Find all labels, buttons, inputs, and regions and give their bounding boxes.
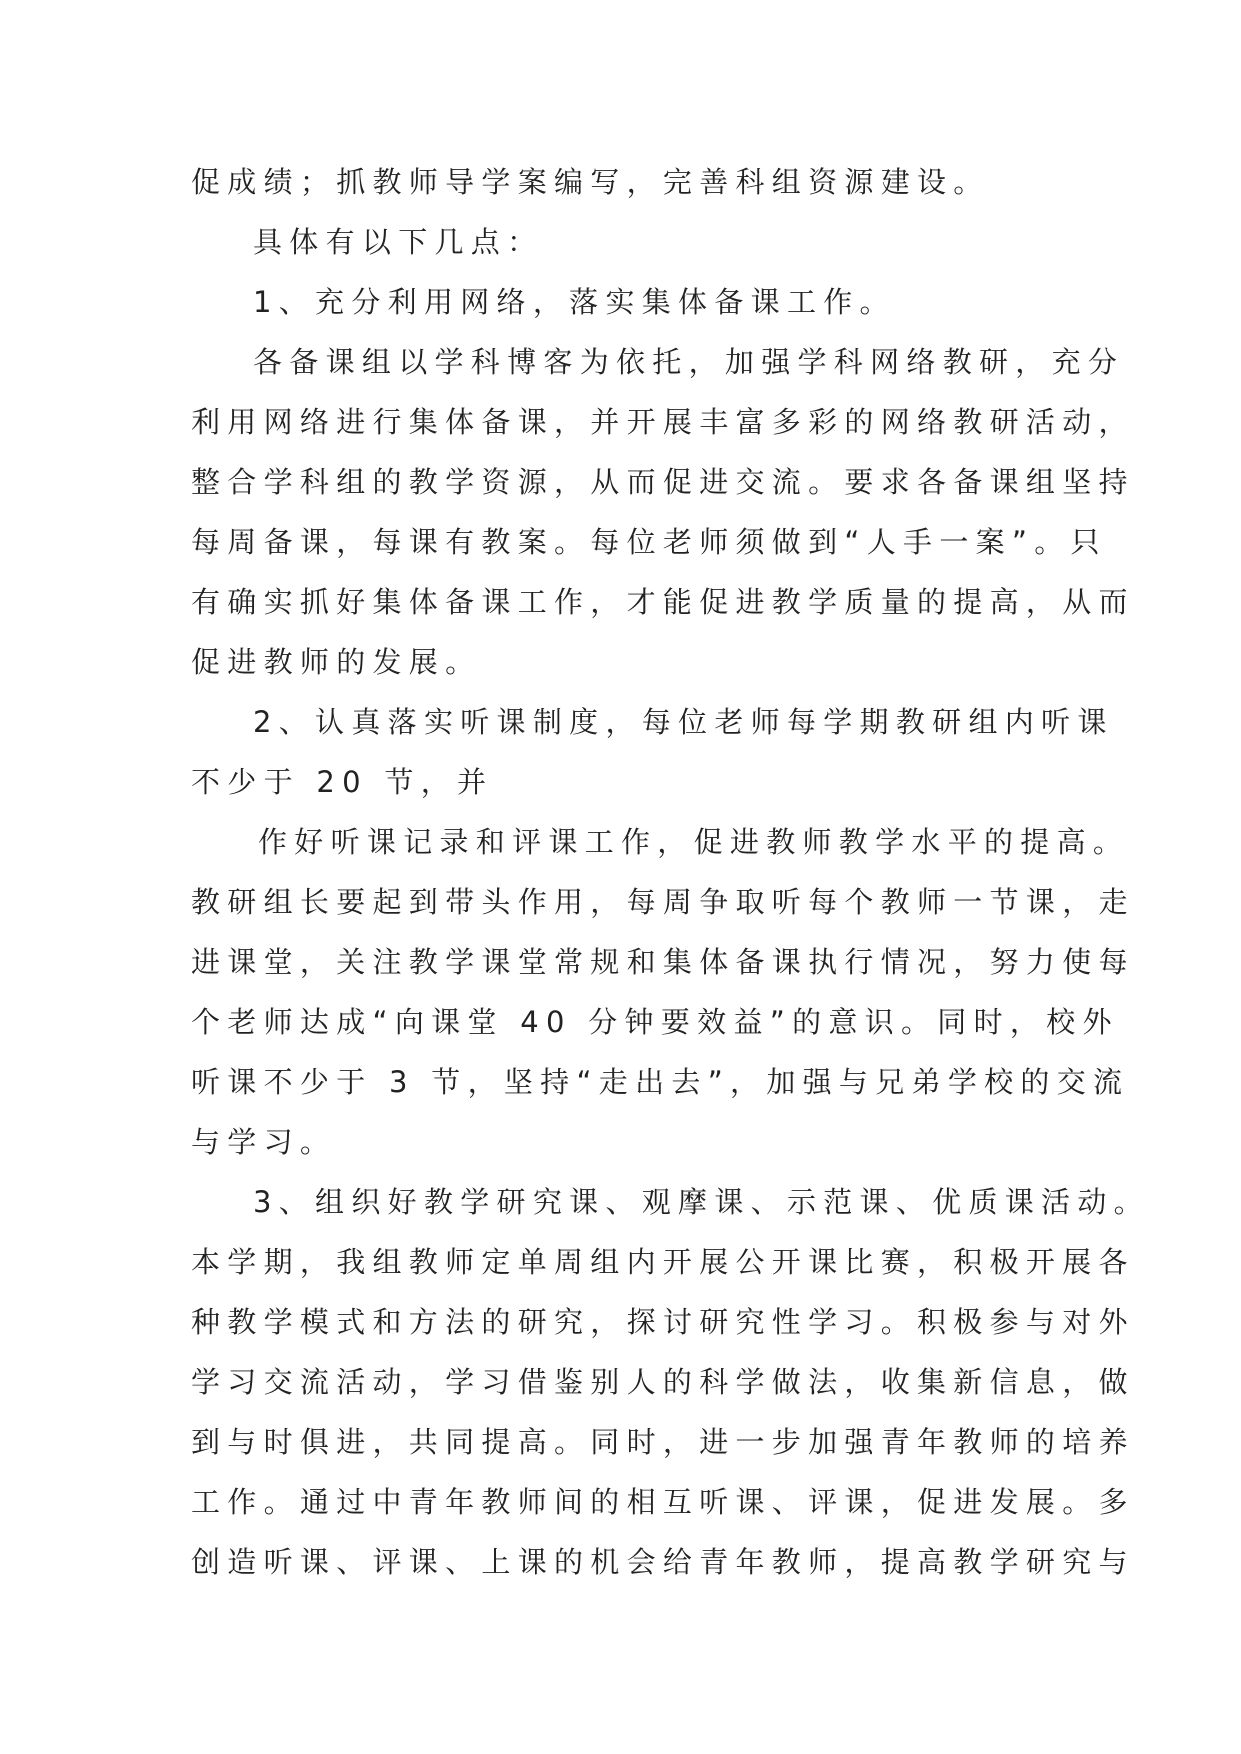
text-line: 2、认真落实听课制度，每位老师每学期教研组内听课 — [253, 705, 1114, 739]
text-line: 各备课组以学科博客为依托，加强学科网络教研，充分 — [253, 345, 1125, 379]
text-line: 工作。通过中青年教师间的相互听课、评课，促进发展。多 — [191, 1485, 1135, 1519]
text-line: 教研组长要起到带头作用，每周争取听每个教师一节课，走 — [191, 885, 1135, 919]
text-line: 每周备课，每课有教案。每位老师须做到“人手一案”。只 — [191, 525, 1107, 559]
text-line: 听课不少于 3 节，坚持“走出去”，加强与兄弟学校的交流 — [191, 1065, 1130, 1099]
text-line: 具体有以下几点： — [253, 225, 544, 259]
text-line: 进课堂，关注教学课堂常规和集体备课执行情况，努力使每 — [191, 945, 1135, 979]
text-line: 促进教师的发展。 — [191, 645, 482, 679]
text-line: 个老师达成“向课堂 40 分钟要效益”的意识。同时，校外 — [191, 1005, 1119, 1039]
text-line: 种教学模式和方法的研究，探讨研究性学习。积极参与对外 — [191, 1305, 1135, 1339]
text-line: 1、充分利用网络，落实集体备课工作。 — [253, 285, 896, 319]
text-line: 3、组织好教学研究课、观摩课、示范课、优质课活动。 — [253, 1185, 1150, 1219]
text-line: 创造听课、评课、上课的机会给青年教师，提高教学研究与 — [191, 1545, 1135, 1579]
text-line: 作好听课记录和评课工作，促进教师教学水平的提高。 — [258, 825, 1130, 859]
text-line: 利用网络进行集体备课，并开展丰富多彩的网络教研活动， — [191, 405, 1135, 439]
text-line: 有确实抓好集体备课工作，才能促进教学质量的提高，从而 — [191, 585, 1135, 619]
text-line: 学习交流活动，学习借鉴别人的科学做法，收集新信息，做 — [191, 1365, 1135, 1399]
text-line: 促成绩；抓教师导学案编写，完善科组资源建设。 — [191, 165, 990, 199]
text-line: 到与时俱进，共同提高。同时，进一步加强青年教师的培养 — [191, 1425, 1135, 1459]
text-line: 整合学科组的教学资源，从而促进交流。要求各备课组坚持 — [191, 465, 1135, 499]
text-line: 本学期，我组教师定单周组内开展公开课比赛，积极开展各 — [191, 1245, 1135, 1279]
text-line: 不少于 20 节，并 — [191, 765, 494, 799]
text-line: 与学习。 — [191, 1125, 337, 1159]
